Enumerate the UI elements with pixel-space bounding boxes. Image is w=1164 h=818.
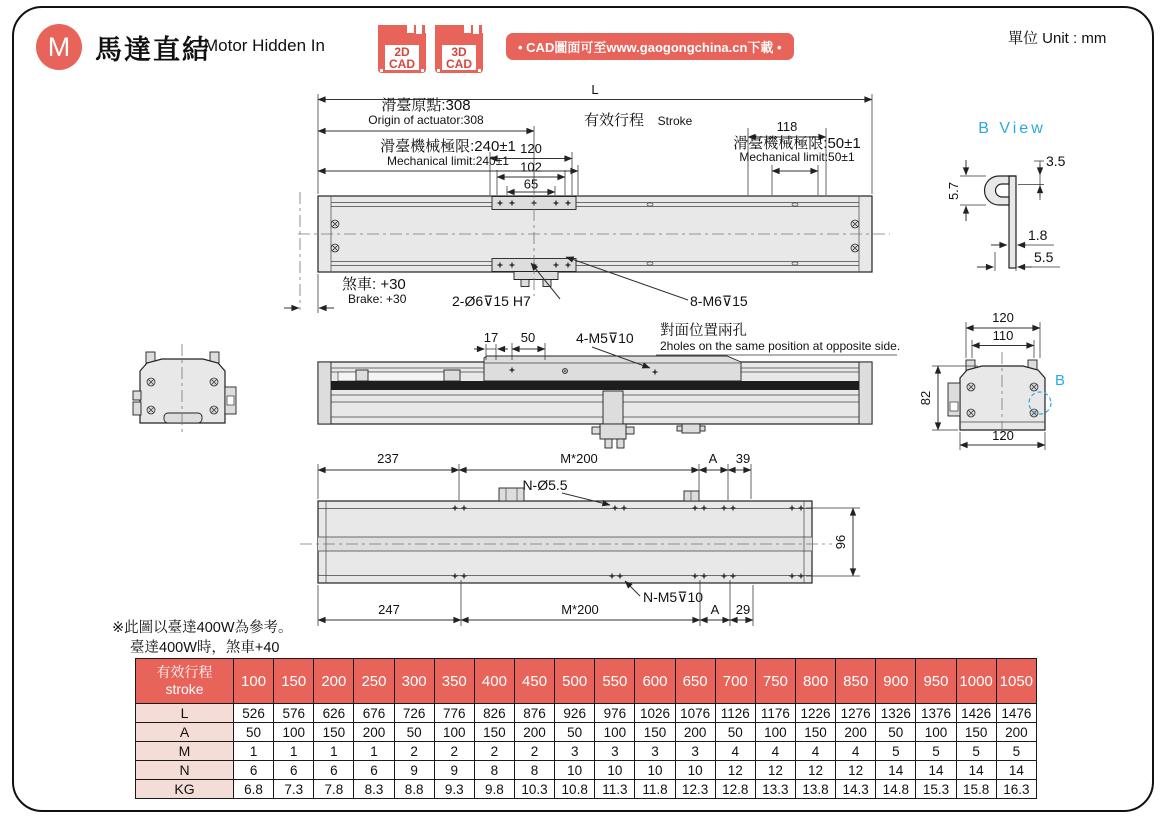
- value-cell: 9: [434, 761, 474, 780]
- stroke-spec-table: [135, 658, 1037, 799]
- value-cell: 2: [514, 742, 554, 761]
- value-cell: 3: [555, 742, 595, 761]
- value-cell: 576: [274, 704, 314, 723]
- table-row: [136, 723, 1037, 742]
- value-cell: 150: [635, 723, 675, 742]
- cad-3d-label-line2: CAD: [446, 57, 472, 71]
- value-cell: 14: [876, 761, 916, 780]
- label-tap-holes: 8-M6⊽15: [690, 293, 748, 309]
- value-cell: 50: [394, 723, 434, 742]
- value-cell: 6: [314, 761, 354, 780]
- value-cell: 200: [836, 723, 876, 742]
- dim-limit240-en: Mechanical limit:240±1: [387, 154, 509, 168]
- value-cell: 13.8: [795, 780, 835, 799]
- dim-5-5: 5.5: [1034, 249, 1054, 265]
- value-cell: 9.8: [474, 780, 514, 799]
- dim-m200-top: M*200: [560, 451, 598, 466]
- value-cell: 15.8: [956, 780, 996, 799]
- value-cell: 10: [635, 761, 675, 780]
- value-cell: 100: [274, 723, 314, 742]
- value-cell: 776: [434, 704, 474, 723]
- label-bottom-tap-holes: N-M5⊽10: [643, 589, 704, 605]
- dim-origin-en: Origin of actuator:308: [368, 113, 484, 127]
- dim-29: 29: [735, 602, 751, 617]
- value-cell: 9: [394, 761, 434, 780]
- value-cell: 100: [595, 723, 635, 742]
- value-cell: 15.3: [916, 780, 956, 799]
- dim-m200-bottom: M*200: [561, 602, 599, 617]
- value-cell: 10: [675, 761, 715, 780]
- dim-a-top: A: [708, 451, 718, 466]
- value-cell: 14: [996, 761, 1036, 780]
- value-cell: 50: [555, 723, 595, 742]
- value-cell: 526: [234, 704, 274, 723]
- dim-247: 247: [378, 602, 400, 617]
- stroke-column-header: 350: [434, 659, 474, 704]
- value-cell: 2: [434, 742, 474, 761]
- value-cell: 12: [755, 761, 795, 780]
- stroke-column-header: 400: [474, 659, 514, 704]
- value-cell: 1226: [795, 704, 835, 723]
- dim-5-7: 5.7: [946, 181, 961, 201]
- value-cell: 14: [956, 761, 996, 780]
- value-cell: 12: [715, 761, 755, 780]
- label-stroke-zh: 有效行程: [583, 112, 645, 129]
- value-cell: 1276: [836, 704, 876, 723]
- dim-110: 110: [992, 328, 1014, 343]
- value-cell: 5: [876, 742, 916, 761]
- value-cell: 6: [234, 761, 274, 780]
- value-cell: 5: [956, 742, 996, 761]
- value-cell: 6: [354, 761, 394, 780]
- value-cell: 4: [755, 742, 795, 761]
- reference-note-line2: 臺達400W時，煞車+40: [130, 640, 280, 656]
- dim-17: 17: [483, 330, 499, 345]
- row-label: L: [136, 704, 234, 723]
- stroke-header-zh: 有效行程: [156, 663, 213, 680]
- label-carriage-tap-holes: 4-M5⊽10: [576, 330, 634, 346]
- value-cell: 100: [755, 723, 795, 742]
- note-opposite-en: 2holes on the same position at opposite side.: [660, 339, 901, 353]
- stroke-column-header: 750: [755, 659, 795, 704]
- value-cell: 826: [474, 704, 514, 723]
- value-cell: 5: [996, 742, 1036, 761]
- value-cell: 976: [595, 704, 635, 723]
- value-cell: 1426: [956, 704, 996, 723]
- dim-118: 118: [776, 119, 798, 134]
- dim-237: 237: [377, 451, 399, 466]
- value-cell: 10.3: [514, 780, 554, 799]
- row-label: N: [136, 761, 234, 780]
- value-cell: 1076: [675, 704, 715, 723]
- stroke-column-header: 600: [635, 659, 675, 704]
- value-cell: 3: [595, 742, 635, 761]
- row-label: A: [136, 723, 234, 742]
- value-cell: 16.3: [996, 780, 1036, 799]
- dim-120-bottom: 120: [992, 428, 1014, 443]
- value-cell: 8.8: [394, 780, 434, 799]
- dim-origin-zh: 滑臺原點:308: [381, 97, 471, 114]
- table-row: [136, 761, 1037, 780]
- table-row: [136, 742, 1037, 761]
- value-cell: 11.8: [635, 780, 675, 799]
- bottom-plan-view: [300, 488, 832, 583]
- label-stroke-en: Stroke: [657, 114, 693, 128]
- label-through-holes: N-Ø5.5: [522, 477, 568, 493]
- value-cell: 8: [474, 761, 514, 780]
- stroke-column-header: 950: [916, 659, 956, 704]
- value-cell: 5: [916, 742, 956, 761]
- cad-2d-label-line1: 2D: [394, 45, 410, 59]
- stroke-column-header: 150: [274, 659, 314, 704]
- value-cell: 150: [314, 723, 354, 742]
- value-cell: 100: [916, 723, 956, 742]
- label-dowel-holes: 2-Ø6⊽15 H7: [452, 293, 531, 309]
- value-cell: 14.3: [836, 780, 876, 799]
- dim-96: 96: [833, 534, 848, 550]
- value-cell: 1476: [996, 704, 1036, 723]
- dim-brake-zh: 煞車: +30: [342, 276, 406, 293]
- value-cell: 10.8: [555, 780, 595, 799]
- value-cell: 676: [354, 704, 394, 723]
- note-opposite-zh: 對面位置兩孔: [660, 323, 747, 339]
- value-cell: 1: [274, 742, 314, 761]
- stroke-column-header: 700: [715, 659, 755, 704]
- unit-label: 單位 Unit : mm: [1008, 30, 1107, 47]
- value-cell: 150: [474, 723, 514, 742]
- value-cell: 4: [836, 742, 876, 761]
- value-cell: 13.3: [755, 780, 795, 799]
- value-cell: 1026: [635, 704, 675, 723]
- dim-brake-en: Brake: +30: [348, 292, 407, 306]
- value-cell: 7.3: [274, 780, 314, 799]
- value-cell: 12.3: [675, 780, 715, 799]
- stroke-column-header: 900: [876, 659, 916, 704]
- value-cell: 8.3: [354, 780, 394, 799]
- value-cell: 926: [555, 704, 595, 723]
- value-cell: 6.8: [234, 780, 274, 799]
- dim-82: 82: [918, 390, 933, 406]
- value-cell: 50: [876, 723, 916, 742]
- value-cell: 10: [555, 761, 595, 780]
- stroke-column-header: 500: [555, 659, 595, 704]
- stroke-column-header: 550: [595, 659, 635, 704]
- value-cell: 1326: [876, 704, 916, 723]
- value-cell: 2: [474, 742, 514, 761]
- left-end-view: [133, 344, 236, 433]
- stroke-column-header: 100: [234, 659, 274, 704]
- dim-3-5: 3.5: [1046, 153, 1066, 169]
- value-cell: 4: [795, 742, 835, 761]
- dim-a-bottom: A: [710, 602, 720, 617]
- value-cell: 12.8: [715, 780, 755, 799]
- value-cell: 876: [514, 704, 554, 723]
- value-cell: 14: [916, 761, 956, 780]
- value-cell: 1: [314, 742, 354, 761]
- stroke-column-header: 800: [795, 659, 835, 704]
- stroke-header-en: stroke: [165, 681, 204, 697]
- series-badge-letter: M: [47, 31, 71, 62]
- dim-limit50-zh: 滑臺機械極限:50±1: [733, 135, 861, 152]
- value-cell: 50: [234, 723, 274, 742]
- value-cell: 1: [234, 742, 274, 761]
- value-cell: 726: [394, 704, 434, 723]
- value-cell: 4: [715, 742, 755, 761]
- dim-65: 65: [523, 176, 539, 192]
- reference-note-line1: ※此圖以臺達400W為參考。: [112, 620, 293, 636]
- dim-L: L: [591, 82, 599, 97]
- row-label: KG: [136, 780, 234, 799]
- stroke-column-header: 250: [354, 659, 394, 704]
- value-cell: 6: [274, 761, 314, 780]
- table-row: [136, 780, 1037, 799]
- value-cell: 50: [715, 723, 755, 742]
- dim-1-8: 1.8: [1028, 227, 1048, 243]
- value-cell: 100: [434, 723, 474, 742]
- value-cell: 150: [795, 723, 835, 742]
- stroke-column-header: 850: [836, 659, 876, 704]
- value-cell: 200: [675, 723, 715, 742]
- cad-2d-label-line2: CAD: [389, 57, 415, 71]
- dim-limit240-zh: 滑臺機械極限:240±1: [380, 138, 516, 155]
- value-cell: 3: [635, 742, 675, 761]
- value-cell: 1126: [715, 704, 755, 723]
- dim-39: 39: [735, 451, 751, 466]
- value-cell: 1376: [916, 704, 956, 723]
- value-cell: 200: [354, 723, 394, 742]
- right-end-view: [918, 310, 1065, 450]
- value-cell: 200: [996, 723, 1036, 742]
- dim-limit50-en: Mechanical limit:50±1: [739, 150, 855, 164]
- dim-120: 120: [520, 141, 542, 156]
- stroke-column-header: 450: [514, 659, 554, 704]
- value-cell: 200: [514, 723, 554, 742]
- stroke-column-header: 1050: [996, 659, 1036, 704]
- value-cell: 10: [595, 761, 635, 780]
- side-elevation-view: [318, 356, 872, 448]
- value-cell: 3: [675, 742, 715, 761]
- table-row: [136, 704, 1037, 723]
- value-cell: 9.3: [434, 780, 474, 799]
- cad-download-banner[interactable]: • CAD圖面可至www.gaogongchina.cn下載 •: [506, 33, 794, 60]
- value-cell: 7.8: [314, 780, 354, 799]
- value-cell: 626: [314, 704, 354, 723]
- table-header-row: [136, 659, 1037, 704]
- stroke-column-header: 200: [314, 659, 354, 704]
- row-label: M: [136, 742, 234, 761]
- page-title-en: Motor Hidden In: [204, 36, 325, 55]
- dim-102: 102: [520, 159, 542, 175]
- value-cell: 1176: [755, 704, 795, 723]
- value-cell: 11.3: [595, 780, 635, 799]
- stroke-column-header: 300: [394, 659, 434, 704]
- stroke-header-cell: [136, 659, 234, 704]
- value-cell: 8: [514, 761, 554, 780]
- cad-3d-label-line1: 3D: [451, 45, 467, 59]
- b-view-detail: [946, 120, 1066, 271]
- page-title: 馬達直結: [95, 35, 211, 65]
- value-cell: 12: [836, 761, 876, 780]
- value-cell: 2: [394, 742, 434, 761]
- value-cell: 150: [956, 723, 996, 742]
- value-cell: 1: [354, 742, 394, 761]
- stroke-column-header: 1000: [956, 659, 996, 704]
- b-view-marker: B: [1054, 372, 1066, 389]
- dim-120-top: 120: [992, 310, 1014, 325]
- dim-50: 50: [520, 330, 536, 345]
- value-cell: 12: [795, 761, 835, 780]
- b-view-title: B View: [978, 120, 1046, 137]
- stroke-column-header: 650: [675, 659, 715, 704]
- value-cell: 14.8: [876, 780, 916, 799]
